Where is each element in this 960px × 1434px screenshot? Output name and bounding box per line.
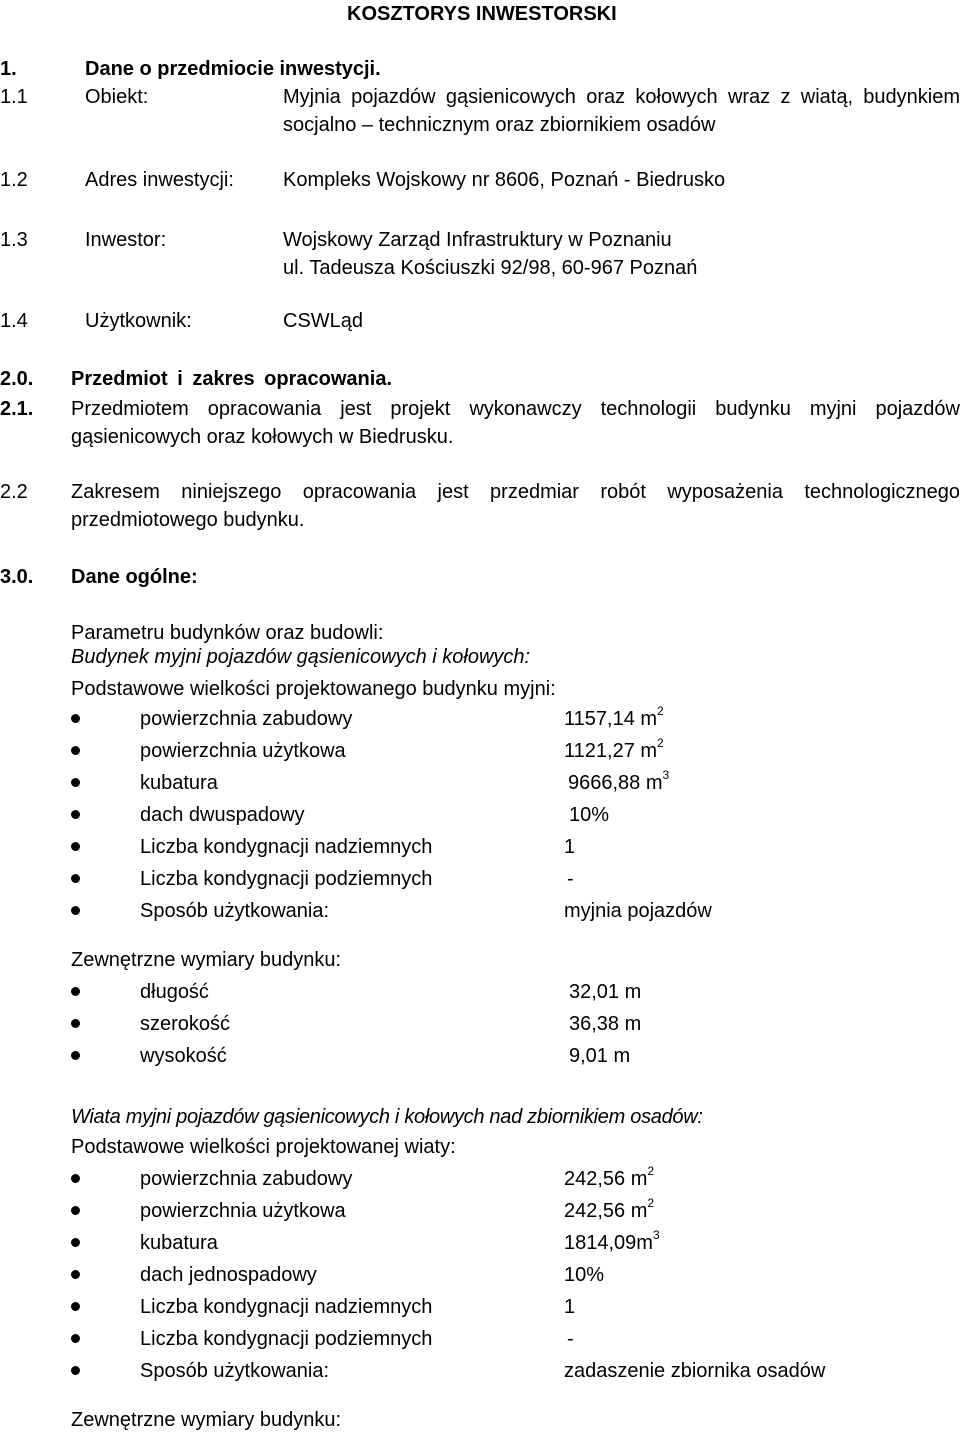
item-1-3-value-line1: Wojskowy Zarząd Infrastruktury w Poznaniu <box>283 229 672 251</box>
bullet-icon <box>71 1334 80 1343</box>
bullet-icon <box>71 842 80 851</box>
shelter-param-label: powierzchnia zabudowy <box>140 1168 353 1190</box>
shelter-param-value: zadaszenie zbiornika osadów <box>564 1360 826 1382</box>
building-param-label: dach dwuspadowy <box>140 804 305 826</box>
building-param-value: 1157,14 $m^2$ <box>564 704 664 730</box>
bullet-icon <box>71 1019 80 1028</box>
item-1-2-value: Kompleks Wojskowy nr 8606, Poznań - Biedrusko <box>283 169 726 191</box>
shelter-param-label: Sposób użytkowania: <box>140 1360 330 1382</box>
bullet-icon <box>71 1051 80 1060</box>
building-param-value: - <box>567 868 574 890</box>
building-dim-value: 9,01 m <box>569 1045 631 1067</box>
item-1-3-number: 1.3 <box>0 229 28 251</box>
item-1-1-label: Obiekt: <box>85 86 149 108</box>
building-param-value: myjnia pojazdów <box>564 900 712 922</box>
item-2-1-number: 2.1. <box>0 398 34 420</box>
building-dim-label: wysokość <box>140 1045 227 1067</box>
building-param-label: powierzchnia zabudowy <box>140 708 353 730</box>
shelter-subtitle: Wiata myjni pojazdów gąsienicowych i kołowych nad zbiornikiem osadów: <box>71 1106 703 1128</box>
shelter-param-value: 242,56 $m^2$ <box>564 1196 655 1222</box>
building-param-value: 1 <box>564 836 576 858</box>
shelter-param-value: - <box>567 1328 574 1350</box>
bullet-icon <box>71 1366 80 1375</box>
shelter-caption: Podstawowe wielkości projektowanej wiaty: <box>71 1136 456 1158</box>
item-2-2-line2: przedmiotowego budynku. <box>71 509 305 531</box>
section-3-number: 3.0. <box>0 566 34 588</box>
building-dim-value: 32,01 m <box>569 981 642 1003</box>
shelter-param-label: kubatura <box>140 1232 218 1254</box>
building-param-label: kubatura <box>140 772 218 794</box>
shelter-param-label: Liczba kondygnacji nadziemnych <box>140 1296 433 1318</box>
building-dim-value: 36,38 m <box>569 1013 642 1035</box>
bullet-icon <box>71 1174 80 1183</box>
building-param-label: powierzchnia użytkowa <box>140 740 346 762</box>
shelter-param-label: Liczba kondygnacji podziemnych <box>140 1328 433 1350</box>
bullet-icon <box>71 778 80 787</box>
shelter-dims-caption: Zewnętrzne wymiary budynku: <box>71 1409 342 1431</box>
item-1-4-number: 1.4 <box>0 310 28 332</box>
building-dim-label: szerokość <box>140 1013 231 1035</box>
item-2-2-number: 2.2 <box>0 481 28 503</box>
building-param-value: 1121,27 $m^2$ <box>564 736 664 762</box>
building-param-value: 10% <box>569 804 610 826</box>
section-1-heading: Dane o przedmiocie inwestycji. <box>85 58 381 80</box>
bullet-icon <box>71 714 80 723</box>
bullet-icon <box>71 746 80 755</box>
shelter-param-value: $1814,09m^3$ <box>564 1228 660 1254</box>
shelter-param-value: 242,56 $m^2$ <box>564 1164 655 1190</box>
bullet-icon <box>71 810 80 819</box>
section-2-number: 2.0. <box>0 368 34 390</box>
section-1-number: 1. <box>0 58 17 80</box>
item-1-2-number: 1.2 <box>0 169 28 191</box>
bullet-icon <box>71 987 80 996</box>
parameters-intro: Parametru budynków oraz budowli: <box>71 622 384 644</box>
building-caption: Podstawowe wielkości projektowanego budynku myjni: <box>71 678 556 700</box>
bullet-icon <box>71 906 80 915</box>
building-param-label: Liczba kondygnacji podziemnych <box>140 868 433 890</box>
bullet-icon <box>71 1302 80 1311</box>
bullet-icon <box>71 1206 80 1215</box>
shelter-param-label: powierzchnia użytkowa <box>140 1200 346 1222</box>
item-2-1-line1: Przedmiotem opracowania jest projekt wykonawczy technologii budynku myjni pojazdów <box>71 398 960 420</box>
item-1-1-value-line2: socjalno – technicznym oraz zbiornikiem osadów <box>283 114 716 136</box>
item-1-3-value-line2: ul. Tadeusza Kościuszki 92/98, 60-967 Poznań <box>283 257 698 279</box>
item-1-4-label: Użytkownik: <box>85 310 192 332</box>
shelter-param-label: dach jednospadowy <box>140 1264 317 1286</box>
item-1-1-number: 1.1 <box>0 86 28 108</box>
item-1-4-value: CSWLąd <box>283 310 364 332</box>
item-1-3-label: Inwestor: <box>85 229 167 251</box>
item-2-1-line2: gąsienicowych oraz kołowych w Biedrusku. <box>71 426 454 448</box>
building-subtitle: Budynek myjni pojazdów gąsienicowych i kołowych: <box>71 646 531 668</box>
building-dim-label: długość <box>140 981 209 1003</box>
bullet-icon <box>71 874 80 883</box>
document-title: KOSZTORYS INWESTORSKI <box>347 3 617 25</box>
building-param-label: Sposób użytkowania: <box>140 900 330 922</box>
item-1-2-label: Adres inwestycji: <box>85 169 234 191</box>
building-dims-caption: Zewnętrzne wymiary budynku: <box>71 949 342 971</box>
item-2-2-line1: Zakresem niniejszego opracowania jest przedmiar robót wyposażenia technologicznego <box>71 481 960 503</box>
shelter-param-value: 1 <box>564 1296 576 1318</box>
bullet-icon <box>71 1238 80 1247</box>
building-param-value: 9666,88 $m^3$ <box>568 768 670 794</box>
building-param-label: Liczba kondygnacji nadziemnych <box>140 836 433 858</box>
item-1-1-value-line1: Myjnia pojazdów gąsienicowych oraz kołowych wraz z wiatą, budynkiem <box>283 86 960 108</box>
bullet-icon <box>71 1270 80 1279</box>
section-3-heading: Dane ogólne: <box>71 566 198 588</box>
shelter-param-value: 10% <box>564 1264 605 1286</box>
section-2-heading: Przedmiot i zakres opracowania. <box>71 368 392 390</box>
